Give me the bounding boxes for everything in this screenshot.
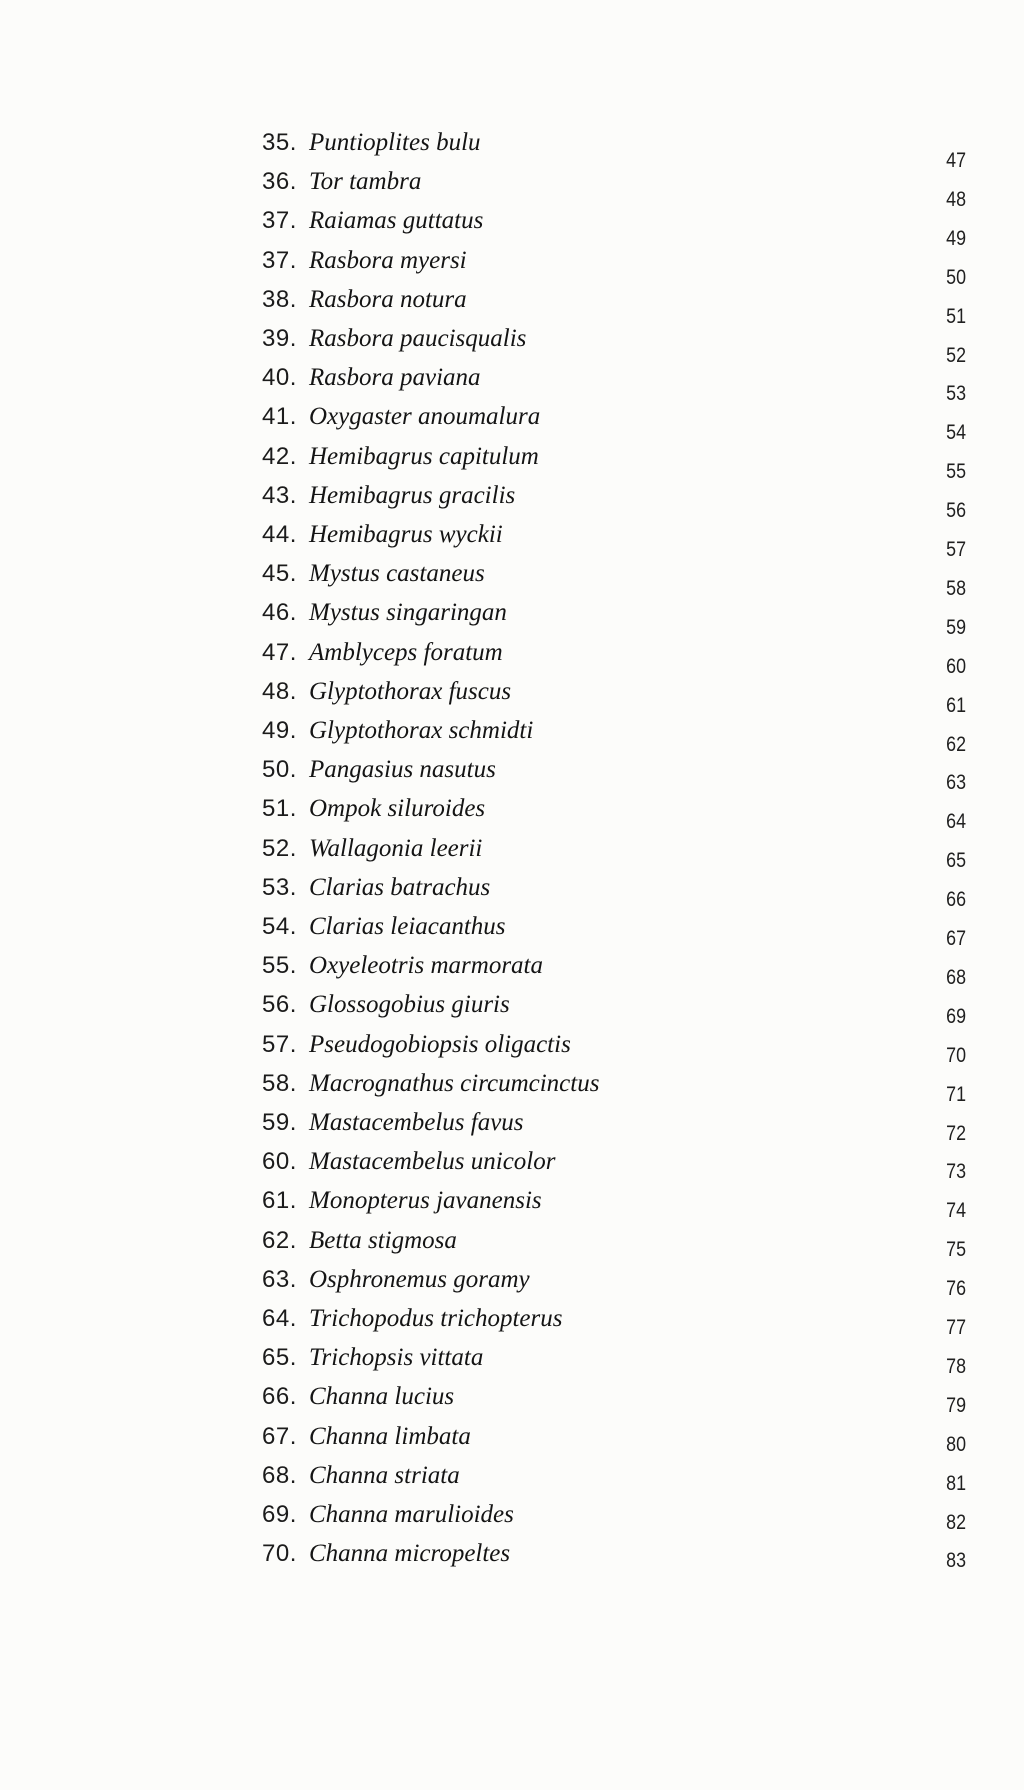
species-name: Clarias batrachus (309, 873, 491, 901)
toc-entry (262, 675, 692, 709)
page-number: 49 (946, 226, 966, 250)
species-name: Oxyeleotris marmorata (309, 952, 543, 980)
toc-entry (262, 165, 692, 199)
entry-number: 42. (262, 442, 297, 470)
entry-number: 53. (262, 873, 297, 901)
entry-number: 41. (262, 403, 297, 431)
toc-entry (262, 1380, 692, 1414)
species-name: Pangasius nasutus (309, 756, 496, 784)
entry-number: 70. (262, 1540, 297, 1568)
species-name: Rasbora paviana (309, 364, 481, 392)
toc-entry (262, 322, 692, 356)
page-number: 71 (946, 1082, 966, 1106)
page-number: 58 (946, 576, 966, 600)
entry-number: 51. (262, 795, 297, 823)
entry-number: 58. (262, 1069, 297, 1097)
species-name: Glyptothorax schmidti (309, 717, 534, 744)
page-number: 77 (946, 1316, 966, 1339)
species-name: Rasbora myersi (309, 246, 467, 274)
page-number: 65 (946, 849, 966, 873)
toc-entry (262, 518, 692, 552)
page-number: 57 (946, 538, 966, 561)
toc-entry (262, 753, 692, 787)
toc-entry (262, 714, 692, 748)
page-number: 74 (946, 1199, 966, 1223)
species-name: Raiamas guttatus (309, 207, 484, 235)
toc-entry (262, 244, 692, 278)
page-number: 66 (946, 888, 966, 912)
entry-number: 65. (262, 1344, 297, 1372)
entry-number: 57. (262, 1030, 297, 1058)
page-number: 79 (946, 1393, 966, 1417)
entry-number: 47. (262, 638, 297, 666)
toc-entry (262, 440, 692, 474)
toc-entry (262, 636, 692, 670)
toc-entry (262, 910, 692, 944)
entry-number: 37. (262, 207, 297, 235)
toc-entry (262, 361, 692, 395)
page-number: 67 (946, 927, 966, 950)
entry-number: 63. (262, 1265, 297, 1293)
toc-entry (262, 1537, 692, 1571)
entry-number: 55. (262, 952, 297, 980)
toc-entry (262, 1028, 692, 1062)
toc-entry (262, 596, 692, 630)
species-name: Osphronemus goramy (309, 1265, 530, 1293)
entry-number: 60. (262, 1148, 297, 1176)
species-name: Channa lucius (309, 1383, 455, 1411)
toc-entry (262, 1341, 692, 1375)
species-name: Channa marulioides (309, 1501, 514, 1528)
toc-entry (262, 557, 692, 591)
entry-number: 66. (262, 1383, 297, 1411)
toc-entry (262, 988, 692, 1022)
species-name: Trichopodus trichopterus (309, 1305, 563, 1332)
entry-number: 61. (262, 1187, 297, 1215)
toc-entry (262, 1106, 692, 1140)
page-number: 62 (946, 732, 966, 756)
toc-entry (262, 792, 692, 826)
toc-entry (262, 1420, 692, 1454)
toc-entry (262, 949, 692, 983)
species-name: Channa limbata (309, 1422, 471, 1450)
entry-number: 50. (262, 756, 297, 784)
toc-entry (262, 126, 692, 160)
species-name: Hemibagrus gracilis (309, 481, 516, 509)
page-number: 80 (946, 1432, 966, 1456)
species-name: Oxygaster anoumalura (309, 403, 541, 431)
page-number: 82 (946, 1510, 966, 1534)
toc-entry (262, 1263, 692, 1297)
page-number: 81 (946, 1471, 966, 1495)
species-name: Puntioplites bulu (309, 129, 481, 156)
toc-entry (262, 400, 692, 434)
species-name: Channa striata (309, 1461, 460, 1489)
species-name: Glyptothorax fuscus (309, 677, 512, 705)
entry-number: 68. (262, 1461, 297, 1489)
entry-number: 37. (262, 246, 297, 274)
species-name: Trichopsis vittata (309, 1344, 484, 1372)
page-number: 69 (946, 1004, 966, 1028)
page-number: 64 (946, 810, 966, 834)
species-name: Glossogobius giuris (309, 991, 510, 1019)
species-name: Betta stigmosa (309, 1226, 457, 1254)
entry-number: 64. (262, 1305, 297, 1332)
toc-entry (262, 1067, 692, 1101)
species-name: Monopterus javanensis (309, 1187, 542, 1215)
toc-entry (262, 1498, 692, 1532)
toc-entry (262, 1224, 692, 1258)
entry-number: 62. (262, 1226, 297, 1254)
entry-number: 52. (262, 834, 297, 862)
page-number: 78 (946, 1354, 966, 1378)
entry-number: 67. (262, 1422, 297, 1450)
toc-entry (262, 204, 692, 238)
entry-number: 54. (262, 913, 297, 940)
entry-number: 43. (262, 481, 297, 509)
page-number: 50 (946, 265, 966, 289)
entry-number: 35. (262, 129, 297, 156)
entry-number: 56. (262, 991, 297, 1019)
page-number: 83 (946, 1549, 966, 1573)
entry-number: 39. (262, 325, 297, 352)
species-name: Mastacembelus favus (309, 1109, 524, 1136)
species-name: Mastacembelus unicolor (309, 1148, 556, 1176)
page-number: 53 (946, 382, 966, 406)
page-number: 48 (946, 187, 966, 211)
entry-number: 46. (262, 599, 297, 627)
page-number: 68 (946, 965, 966, 989)
page-number: 51 (946, 304, 966, 328)
species-name: Rasbora paucisqualis (309, 325, 527, 352)
toc-entry (262, 283, 692, 317)
species-name: Tor tambra (309, 168, 422, 196)
toc-entry (262, 1145, 692, 1179)
toc-entry (262, 871, 692, 905)
toc-entry (262, 1184, 692, 1218)
page-number: 70 (946, 1043, 966, 1067)
species-name: Hemibagrus wyckii (309, 521, 503, 548)
page-number: 52 (946, 343, 966, 367)
species-name: Hemibagrus capitulum (309, 442, 539, 470)
entry-number: 49. (262, 717, 297, 744)
entry-number: 59. (262, 1109, 297, 1136)
entry-number: 38. (262, 285, 297, 313)
species-name: Mystus singaringan (309, 599, 507, 627)
page-number: 56 (946, 499, 966, 523)
page-number: 61 (946, 693, 966, 717)
page-number: 63 (946, 771, 966, 795)
toc-entry (262, 1459, 692, 1493)
species-name: Mystus castaneus (309, 560, 485, 588)
entry-number: 48. (262, 677, 297, 705)
entry-number: 44. (262, 521, 297, 548)
page-number: 76 (946, 1277, 966, 1301)
page-number: 54 (946, 421, 966, 445)
toc-entry (262, 832, 692, 866)
species-name: Rasbora notura (309, 285, 467, 313)
species-name: Amblyceps foratum (309, 638, 503, 666)
entry-number: 69. (262, 1501, 297, 1528)
species-name: Pseudogobiopsis oligactis (309, 1030, 571, 1058)
page-number: 59 (946, 615, 966, 639)
entry-number: 40. (262, 364, 297, 392)
species-name: Ompok siluroides (309, 795, 486, 823)
species-name: Macrognathus circumcinctus (309, 1069, 600, 1097)
page-number: 72 (946, 1121, 966, 1145)
page-number: 47 (946, 149, 966, 172)
page-number: 73 (946, 1160, 966, 1184)
page-number: 75 (946, 1238, 966, 1262)
species-name: Wallagonia leerii (309, 834, 483, 862)
toc-entry (262, 1302, 692, 1336)
species-name: Channa micropeltes (309, 1540, 511, 1568)
entry-number: 45. (262, 560, 297, 588)
page-number: 60 (946, 654, 966, 678)
entry-number: 36. (262, 168, 297, 196)
page-number: 55 (946, 460, 966, 484)
species-name: Clarias leiacanthus (309, 913, 506, 940)
toc-entry (262, 479, 692, 513)
